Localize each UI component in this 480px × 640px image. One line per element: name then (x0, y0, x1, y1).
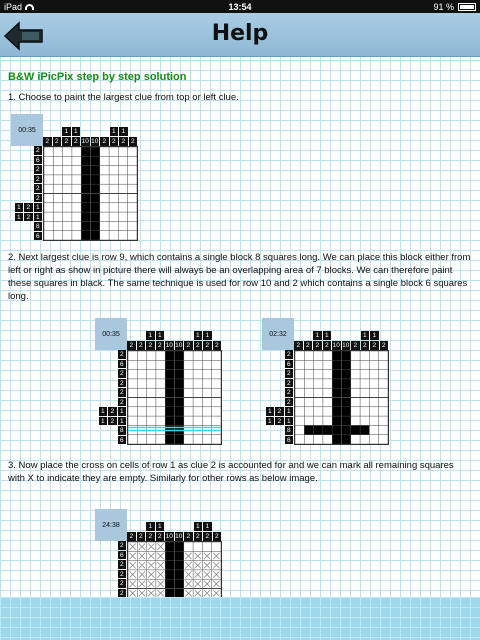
filled-cell (175, 551, 184, 560)
filled-cell (342, 425, 351, 434)
filled-cell (332, 370, 341, 379)
cross-cell (185, 571, 191, 577)
filled-cell (165, 407, 174, 416)
timer-box: 24:38 (95, 509, 127, 541)
cross-cell (185, 590, 191, 596)
filled-cell (332, 407, 341, 416)
filled-cell (81, 203, 90, 212)
row-clue: 6 (285, 436, 294, 445)
filled-cell (175, 570, 184, 579)
column-clue: 2 (203, 341, 212, 350)
step-2-text: 2. Next largest clue is row 9, which contains a single block 8 squares long. We can place this block either from left or right as show in picture there will always be an overlapping area of 7 blocks. We can therefore paint these squares in black. The same technique is used for row 10 and 2 which contains a single block 6 squares long. (8, 252, 471, 302)
cross-cell (130, 553, 136, 559)
device-label: iPad (4, 1, 23, 12)
timer-box: 00:35 (95, 318, 127, 350)
column-clue: 2 (203, 532, 212, 541)
column-clue: 2 (323, 341, 332, 350)
filled-cell (91, 184, 100, 193)
row-clue: 6 (285, 360, 294, 369)
row-clue: 2 (285, 398, 294, 407)
row-clue: 1 (285, 417, 294, 426)
row-clue: 2 (118, 570, 127, 579)
column-clue: 1 (146, 522, 155, 531)
filled-cell (175, 416, 184, 425)
cross-cell (157, 544, 163, 550)
column-clue: 2 (137, 532, 146, 541)
cross-cell (148, 562, 154, 568)
puzzle-grid-svg (44, 147, 137, 240)
row-clue: 2 (34, 184, 43, 193)
puzzle-grid (43, 146, 138, 241)
step-1-text: 1. Choose to paint the largest clue from top or left clue. (8, 92, 239, 103)
filled-cell (165, 435, 174, 444)
cross-cell (130, 581, 136, 587)
column-clue: 2 (213, 341, 222, 350)
filled-cell (342, 379, 351, 388)
row-clue: 2 (118, 560, 127, 569)
filled-cell (165, 561, 174, 570)
column-clue: 1 (110, 127, 119, 136)
column-clue: 2 (110, 137, 119, 146)
filled-cell (175, 398, 184, 407)
puzzle-step-1 (11, 114, 138, 241)
column-clue: 1 (370, 331, 379, 340)
filled-cell (175, 351, 184, 360)
row-clue: 2 (118, 369, 127, 378)
row-clues (11, 146, 43, 241)
column-clue: 2 (184, 532, 193, 541)
column-clue: 2 (313, 341, 322, 350)
row-clue: 2 (108, 407, 117, 416)
status-time: 13:54 (228, 1, 252, 12)
column-clue: 2 (72, 137, 81, 146)
puzzle-step-2-result (262, 318, 389, 445)
cross-cell (130, 571, 136, 577)
row-clue: 1 (15, 213, 24, 222)
filled-cell (91, 175, 100, 184)
cross-cell (204, 590, 210, 596)
row-clue: 6 (118, 360, 127, 369)
cross-cell (148, 553, 154, 559)
filled-cell (342, 360, 351, 369)
cross-cell (213, 581, 219, 587)
row-clue: 8 (285, 426, 294, 435)
row-clues (95, 350, 127, 445)
row-clue: 1 (99, 407, 108, 416)
filled-cell (165, 398, 174, 407)
column-clue: 2 (53, 137, 62, 146)
row-clue: 6 (118, 551, 127, 560)
filled-cell (165, 370, 174, 379)
column-clue: 2 (119, 137, 128, 146)
row-clue: 1 (15, 203, 24, 212)
column-clue: 2 (129, 137, 138, 146)
column-clue: 2 (380, 341, 389, 350)
row-clue: 2 (34, 175, 43, 184)
cross-cell (157, 581, 163, 587)
cross-cell (148, 544, 154, 550)
step-3-text: 3. Now place the cross on cells of row 1 as clue 2 is accounted for and we can mark all remaining squares with X to indicate they are empty. Similarly for other rows as below image. (8, 460, 454, 484)
filled-cell (175, 435, 184, 444)
column-clue: 1 (62, 127, 71, 136)
cross-cell (139, 590, 145, 596)
filled-cell (342, 416, 351, 425)
column-clue: 1 (313, 331, 322, 340)
cross-cell (185, 581, 191, 587)
row-clue: 2 (118, 388, 127, 397)
filled-cell (81, 147, 90, 156)
column-clue: 2 (294, 341, 303, 350)
column-clue: 10 (91, 138, 99, 145)
filled-cell (91, 147, 100, 156)
column-clue: 10 (81, 138, 89, 145)
cross-cell (148, 571, 154, 577)
column-clue: 2 (156, 532, 165, 541)
column-clue: 2 (361, 341, 370, 350)
column-clue: 10 (165, 533, 173, 540)
column-clue: 2 (184, 341, 193, 350)
section-title: B&W iPicPix step by step solution (8, 71, 187, 83)
cross-cell (148, 590, 154, 596)
cross-cell (204, 571, 210, 577)
filled-cell (332, 379, 341, 388)
filled-cell (165, 570, 174, 579)
cross-cell (213, 590, 219, 596)
row-clue: 2 (118, 541, 127, 550)
row-clue: 2 (285, 379, 294, 388)
row-clues (262, 350, 294, 445)
column-clue: 2 (304, 341, 313, 350)
column-clue: 1 (156, 331, 165, 340)
filled-cell (342, 351, 351, 360)
filled-cell (81, 184, 90, 193)
filled-cell (81, 175, 90, 184)
row-clue: 2 (108, 417, 117, 426)
cross-cell (195, 590, 201, 596)
cross-cell (148, 581, 154, 587)
filled-cell (91, 194, 100, 203)
row-clue: 8 (118, 426, 127, 435)
filled-cell (175, 542, 184, 551)
cross-cell (130, 562, 136, 568)
row-clue: 2 (118, 379, 127, 388)
cross-cell (213, 562, 219, 568)
filled-cell (81, 194, 90, 203)
column-clue: 1 (146, 331, 155, 340)
filled-cell (332, 435, 341, 444)
puzzle-grid-svg (295, 351, 388, 444)
wifi-icon (25, 4, 34, 10)
column-clue: 2 (156, 341, 165, 350)
filled-cell (342, 388, 351, 397)
column-clue: 1 (156, 522, 165, 531)
cross-cell (204, 581, 210, 587)
column-clue: 2 (194, 341, 203, 350)
column-clue: 10 (332, 342, 340, 349)
cross-cell (157, 553, 163, 559)
row-clue: 2 (34, 194, 43, 203)
row-clue: 2 (275, 407, 284, 416)
column-clue: 10 (175, 533, 183, 540)
column-clue: 1 (119, 127, 128, 136)
filled-cell (91, 166, 100, 175)
cross-cell (213, 571, 219, 577)
row-clue: 1 (118, 417, 127, 426)
filled-cell (165, 360, 174, 369)
filled-cell (332, 425, 341, 434)
filled-cell (81, 156, 90, 165)
puzzle-grid (294, 350, 389, 445)
column-clues (43, 114, 138, 146)
filled-cell (175, 360, 184, 369)
filled-cell (165, 416, 174, 425)
filled-cell (81, 212, 90, 221)
column-clue: 1 (203, 331, 212, 340)
row-clue: 1 (99, 417, 108, 426)
column-clue: 2 (370, 341, 379, 350)
filled-cell (91, 156, 100, 165)
column-clue: 2 (137, 341, 146, 350)
battery-percent: 91 % (433, 1, 454, 12)
row-clue: 2 (285, 350, 294, 359)
cross-cell (139, 581, 145, 587)
row-clue: 2 (24, 203, 33, 212)
help-content[interactable] (0, 57, 480, 597)
filled-cell (165, 551, 174, 560)
row-clue: 2 (285, 369, 294, 378)
row-clue: 2 (118, 579, 127, 588)
filled-cell (342, 407, 351, 416)
cross-cell (139, 544, 145, 550)
filled-cell (323, 425, 332, 434)
status-bar (0, 0, 480, 13)
filled-cell (304, 425, 313, 434)
column-clue: 2 (62, 137, 71, 146)
filled-cell (165, 388, 174, 397)
filled-cell (91, 231, 100, 240)
filled-cell (91, 212, 100, 221)
filled-cell (81, 231, 90, 240)
row-clue: 1 (118, 407, 127, 416)
filled-cell (165, 542, 174, 551)
filled-cell (332, 388, 341, 397)
row-clue: 2 (34, 165, 43, 174)
puzzle-step-2-overlap (95, 318, 222, 445)
filled-cell (165, 351, 174, 360)
cross-cell (195, 581, 201, 587)
column-clue: 10 (165, 342, 173, 349)
cross-cell (139, 571, 145, 577)
column-clues (127, 509, 222, 541)
row-clue: 2 (118, 398, 127, 407)
row-clue: 6 (34, 232, 43, 241)
column-clue: 2 (194, 532, 203, 541)
row-clue: 1 (285, 407, 294, 416)
nav-bar (0, 13, 480, 57)
cross-cell (157, 590, 163, 596)
filled-cell (175, 561, 184, 570)
column-clue: 2 (127, 532, 136, 541)
cross-cell (204, 553, 210, 559)
cross-cell (130, 590, 136, 596)
column-clue: 2 (146, 341, 155, 350)
column-clue: 2 (43, 137, 52, 146)
filled-cell (342, 398, 351, 407)
puzzle-grid (127, 350, 222, 445)
column-clue: 2 (351, 341, 360, 350)
status-right (316, 2, 476, 12)
page-title: Help (211, 21, 269, 46)
cross-cell (130, 544, 136, 550)
filled-cell (314, 425, 323, 434)
cross-cell (139, 562, 145, 568)
filled-cell (165, 579, 174, 588)
filled-cell (175, 579, 184, 588)
filled-cell (81, 166, 90, 175)
filled-cell (332, 398, 341, 407)
row-clue: 8 (34, 222, 43, 231)
filled-cell (81, 221, 90, 230)
column-clue: 2 (100, 137, 109, 146)
cross-cell (195, 553, 201, 559)
timer-box: 00:35 (11, 114, 43, 146)
column-clue: 1 (194, 522, 203, 531)
row-clue: 2 (34, 146, 43, 155)
cross-cell (213, 553, 219, 559)
row-clue: 6 (118, 436, 127, 445)
filled-cell (175, 388, 184, 397)
cross-cell (204, 562, 210, 568)
column-clue: 1 (194, 331, 203, 340)
timer-box: 02:32 (262, 318, 294, 350)
filled-cell (332, 360, 341, 369)
cross-cell (139, 553, 145, 559)
row-clue: 2 (285, 388, 294, 397)
cross-cell (157, 571, 163, 577)
bottom-toolbar-area (0, 597, 480, 640)
filled-cell (332, 351, 341, 360)
column-clue: 2 (213, 532, 222, 541)
cross-cell (185, 562, 191, 568)
cross-cell (195, 562, 201, 568)
filled-cell (360, 425, 369, 434)
column-clue: 2 (146, 532, 155, 541)
column-clues (294, 318, 389, 350)
row-clue: 1 (266, 417, 275, 426)
column-clue: 10 (175, 342, 183, 349)
cross-cell (185, 553, 191, 559)
row-clue: 1 (34, 203, 43, 212)
battery-icon (458, 3, 476, 11)
filled-cell (165, 379, 174, 388)
row-clue: 2 (118, 350, 127, 359)
filled-cell (332, 416, 341, 425)
column-clue: 10 (342, 342, 350, 349)
filled-cell (175, 379, 184, 388)
puzzle-grid-svg (128, 351, 221, 444)
row-clue: 2 (24, 213, 33, 222)
status-left (4, 2, 164, 12)
row-clue: 2 (275, 417, 284, 426)
column-clue: 1 (323, 331, 332, 340)
cross-cell (195, 571, 201, 577)
filled-cell (91, 203, 100, 212)
cross-cell (157, 562, 163, 568)
filled-cell (342, 370, 351, 379)
filled-cell (175, 370, 184, 379)
column-clue: 2 (127, 341, 136, 350)
column-clue: 1 (361, 331, 370, 340)
filled-cell (175, 407, 184, 416)
filled-cell (91, 221, 100, 230)
column-clue: 1 (72, 127, 81, 136)
row-clue: 1 (266, 407, 275, 416)
filled-cell (351, 425, 360, 434)
row-clue: 1 (34, 213, 43, 222)
filled-cell (342, 435, 351, 444)
row-clue: 6 (34, 156, 43, 165)
column-clues (127, 318, 222, 350)
column-clue: 1 (203, 522, 212, 531)
row-clue: 2 (118, 589, 127, 598)
